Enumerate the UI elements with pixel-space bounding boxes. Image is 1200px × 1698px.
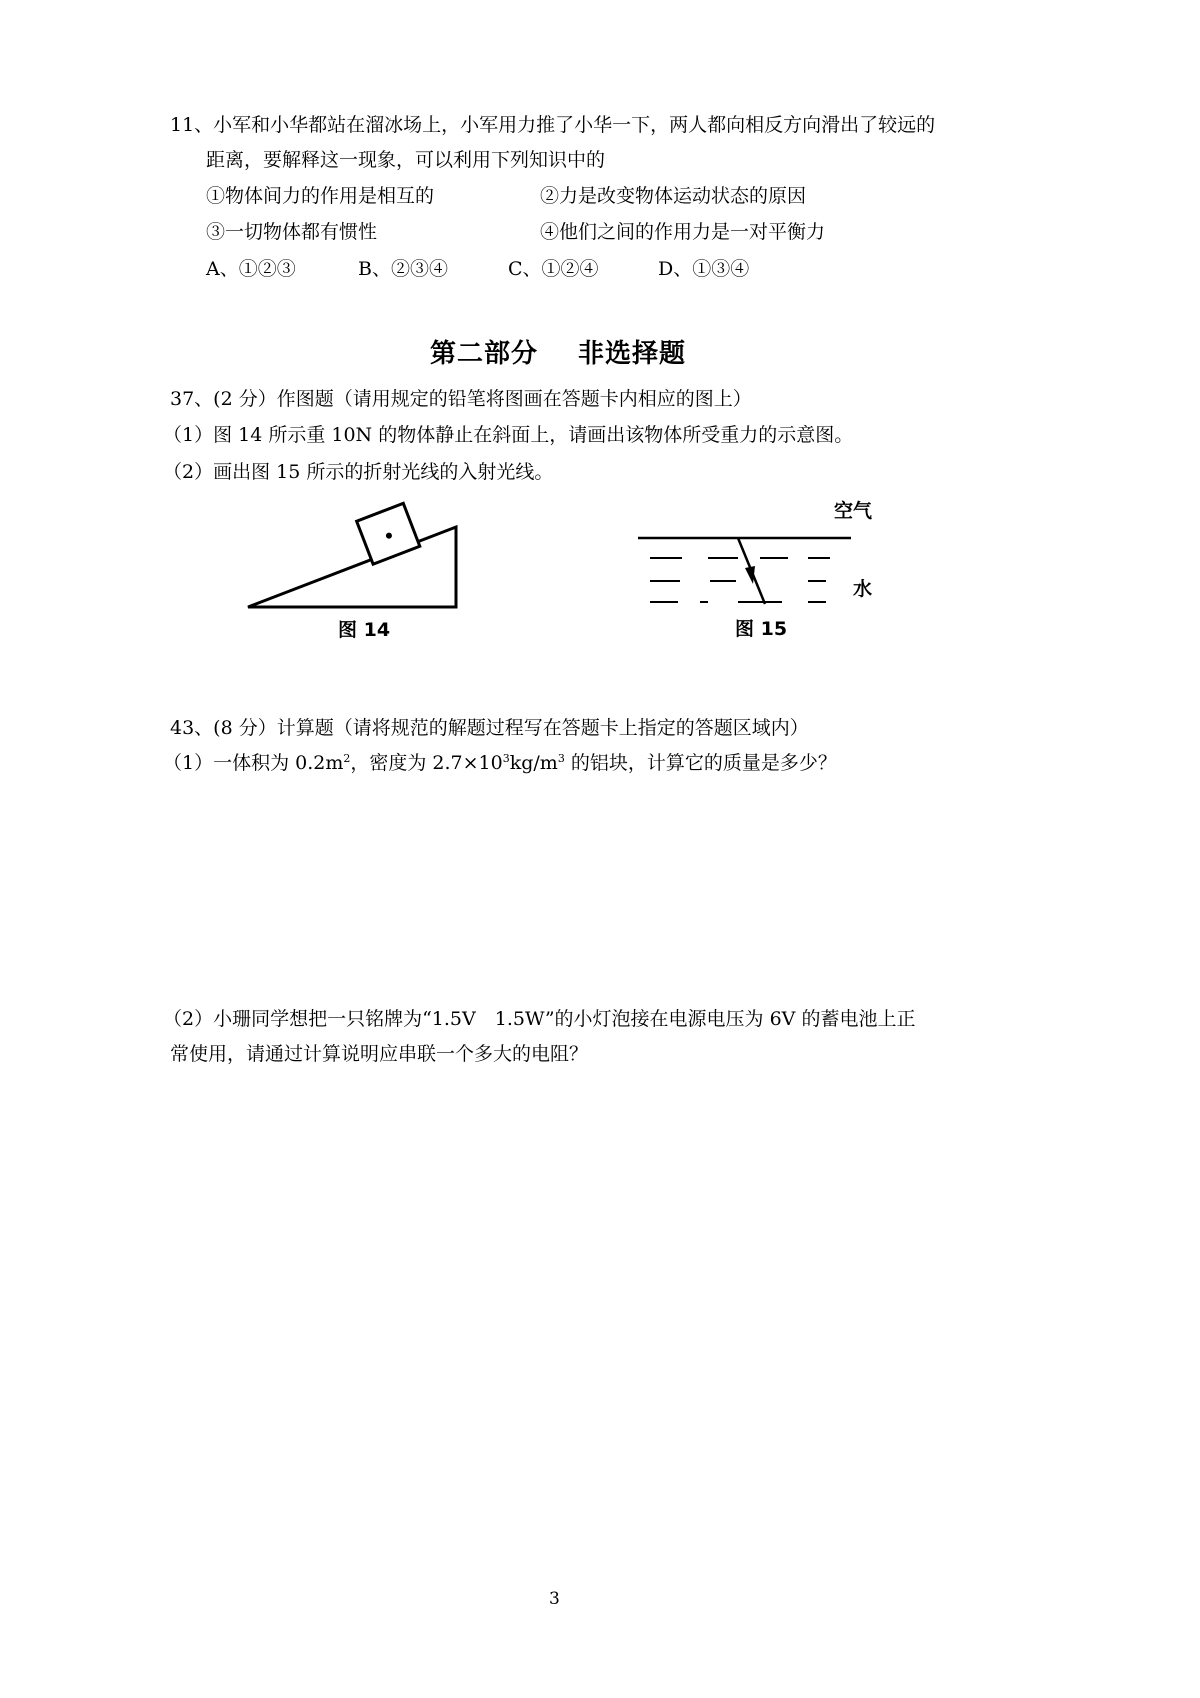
q43-sub1-c: kg/m	[509, 752, 558, 774]
air-label: 空气	[834, 500, 873, 522]
q43-sub1-sup3: 3	[557, 752, 565, 765]
q11-option-a: A、①②③	[206, 258, 296, 280]
section-part: 第二部分	[430, 339, 539, 369]
page-number: 3	[549, 1589, 560, 1609]
q11-item-2: ②力是改变物体运动状态的原因	[540, 185, 807, 207]
section-name: 非选择题	[578, 339, 687, 369]
q11-line1: 11、小军和小华都站在溜冰场上，小军用力推了小华一下，两人都向相反方向滑出了较远的	[170, 114, 936, 136]
q43-sub1-sup1: 2	[343, 752, 351, 765]
water-lines	[650, 558, 830, 602]
q43-sub1-sup2: 3	[502, 752, 510, 765]
figure-15-caption: 图 15	[735, 618, 788, 640]
q37-sub2: （2）画出图 15 所示的折射光线的入射光线。	[163, 461, 554, 483]
q11-item-1: ①物体间力的作用是相互的	[206, 185, 435, 207]
q11-option-c: C、①②④	[508, 258, 599, 280]
q43-sub2-line2: 常使用，请通过计算说明应串联一个多大的电阻？	[170, 1043, 589, 1065]
q37-sub1: （1）图 14 所示重 10N 的物体静止在斜面上，请画出该物体所受重力的示意图。	[163, 424, 854, 446]
q11-option-d: D、①③④	[658, 258, 750, 280]
figure-14-caption: 图 14	[338, 619, 391, 641]
q43-sub1-b: ，密度为 2.7×10	[350, 752, 503, 774]
q43-sub1-d: 的铝块，计算它的质量是多少？	[564, 752, 837, 774]
q43-sub1	[163, 754, 837, 773]
q43-heading: 43、(8 分）计算题（请将规范的解题过程写在答题卡上指定的答题区域内）	[170, 717, 809, 739]
q43-sub1-a: （1）一体积为 0.2m	[163, 752, 344, 774]
ray-arrowhead	[745, 566, 755, 584]
q11-item-3: ③一切物体都有惯性	[206, 221, 378, 243]
water-label: 水	[853, 578, 873, 600]
q11-item-4: ④他们之间的作用力是一对平衡力	[540, 221, 826, 243]
q11-option-b: B、②③④	[358, 258, 448, 280]
q11-line2: 距离，要解释这一现象，可以利用下列知识中的	[206, 149, 606, 171]
q37-heading: 37、(2 分）作图题（请用规定的铅笔将图画在答题卡内相应的图上）	[170, 388, 752, 410]
q43-sub2-line1: （2）小珊同学想把一只铭牌为“1.5V 1.5W”的小灯泡接在电源电压为 6V 的蓄电池上正	[163, 1008, 916, 1030]
